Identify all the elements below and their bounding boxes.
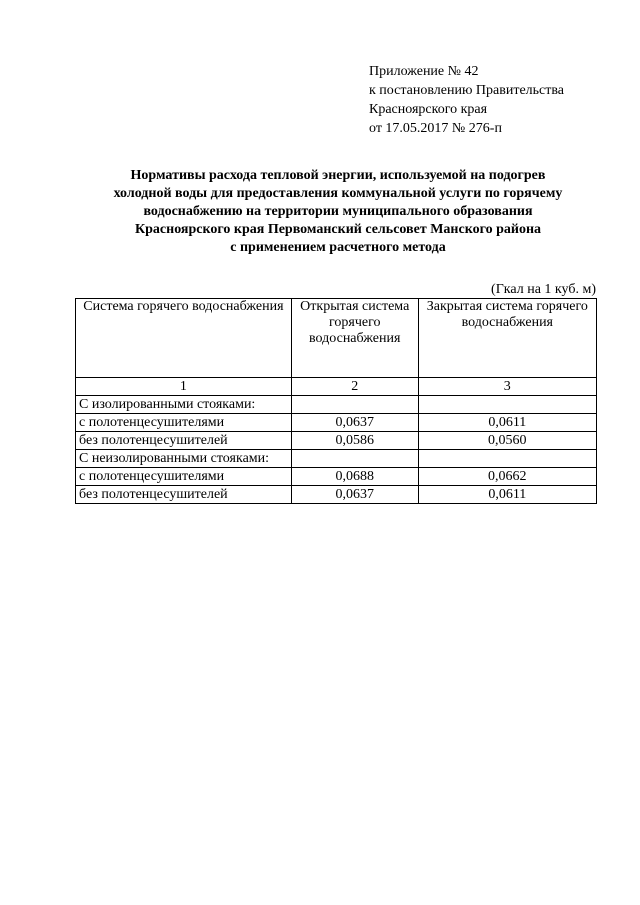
norms-table [75,298,597,504]
title-line-2: холодной воды для предоставления коммунальной услуги по горячему [113,186,563,201]
closed-value: 0,0662 [418,468,596,486]
header-system: Система горячего водоснабжения [76,299,292,378]
table-row [76,414,597,432]
closed-value: 0,0560 [418,432,596,450]
row-name: с полотенцесушителями [76,414,292,432]
appendix-date: от 17.05.2017 № 276-п [369,121,502,136]
group-label: С изолированными стояками: [76,396,292,414]
table-row [76,468,597,486]
row-name: с полотенцесушителями [76,468,292,486]
open-value: 0,0586 [291,432,418,450]
column-number: 2 [291,378,418,396]
group-row [76,396,597,414]
group-row [76,450,597,468]
column-number-row [76,378,597,396]
open-value: 0,0688 [291,468,418,486]
appendix-resolution: к постановлению Правительства [369,83,565,98]
empty-cell [418,450,596,468]
open-value: 0,0637 [291,414,418,432]
table-row [76,486,597,504]
appendix-reference [369,62,564,138]
table-row [76,432,597,450]
column-number: 3 [418,378,596,396]
appendix-number: Приложение № 42 [369,64,479,79]
empty-cell [291,396,418,414]
column-number: 1 [76,378,292,396]
closed-value: 0,0611 [418,414,596,432]
units-label: (Гкал на 1 куб. м) [491,282,596,297]
title-line-4: Красноярского края Первоманский сельсовет Манского района [134,222,542,237]
header-open-system: Открытая система горячего водоснабжения [291,299,418,378]
empty-cell [291,450,418,468]
row-name: без полотенцесушителей [76,486,292,504]
appendix-region: Красноярского края [369,102,488,117]
title-line-1: Нормативы расхода тепловой энергии, используемой на подогрев [130,168,546,183]
closed-value: 0,0611 [418,486,596,504]
title-line-3: водоснабжению на территории муниципального образования [143,204,533,219]
title-line-5: с применением расчетного метода [230,240,446,255]
open-value: 0,0637 [291,486,418,504]
empty-cell [418,396,596,414]
header-closed-system: Закрытая система горячего водоснабжения [418,299,596,378]
row-name: без полотенцесушителей [76,432,292,450]
group-label: С неизолированными стояками: [76,450,292,468]
table-header-row [76,299,597,378]
document-title [78,167,598,257]
